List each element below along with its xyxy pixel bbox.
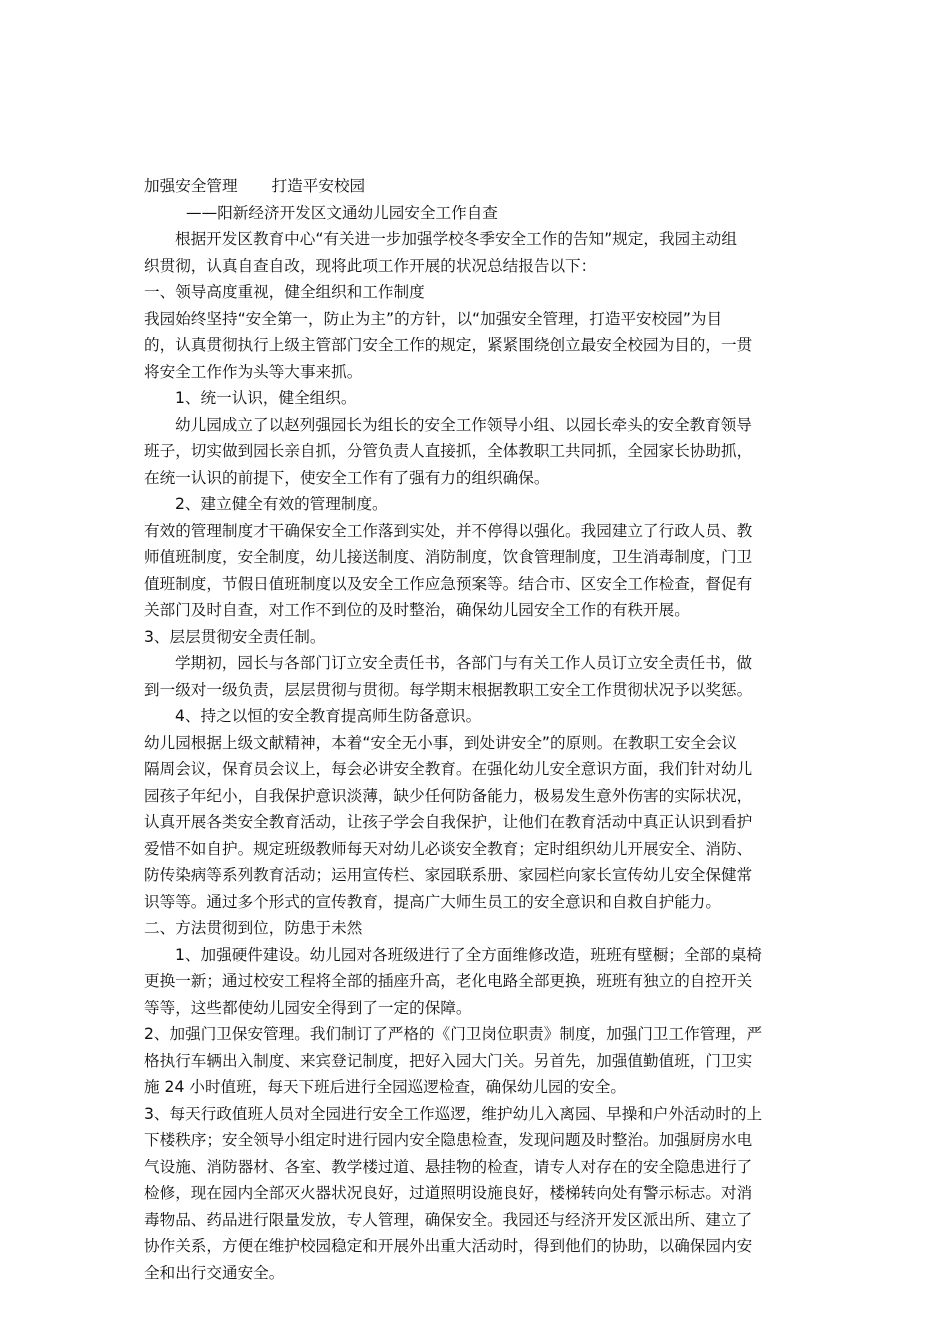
paragraph-line: 织贯彻，认真自查自改，现将此项工作开展的状况总结报告以下： (144, 256, 597, 275)
paragraph (144, 703, 808, 730)
paragraph-line: 班子，切实做到园长亲自抓，分管负责人直接抓，全体教职工共同抓，全园家长协助抓， (144, 442, 753, 460)
paragraph-line: 有效的管理制度才干确保安全工作落到实处，并不停得以强化。我园建立了行政人员、教 (144, 521, 753, 540)
paragraph-line: 1、加强硬件建设。幼儿园对各班级进行了全方面维修改造，班班有壁橱；全部的桌椅 (175, 945, 762, 964)
paragraph-line: 幼儿园根据上级文献精神，本着“安全无小事，到处讲安全”的原则。在教职工安全会议 (144, 733, 738, 752)
paragraph-line: 检修，现在园内全部灭火器状况良好，过道照明设施良好，楼梯转向处有警示标志。对消 (144, 1184, 753, 1202)
paragraph (144, 1021, 808, 1101)
paragraph-line: 园孩子年纪小，自我保护意识淡薄，缺少任何防备能力，极易发生意外伤害的实际状况， (144, 786, 753, 805)
paragraph-line: 到一级对一级负责，层层贯彻与贯彻。每学期末根据教职工安全工作贯彻状况予以奖惩。 (144, 680, 753, 699)
document-title (144, 173, 808, 200)
paragraph-line: 值班制度，节假日值班制度以及安全工作应急预案等。结合市、区安全工作检查，督促有 (144, 574, 753, 593)
paragraph-line: 2、加强门卫保安管理。我们制订了严格的《门卫岗位职责》制度，加强门卫工作管理，严 (144, 1025, 763, 1043)
title-right: 打造平安校园 (271, 177, 366, 195)
paragraph-line: 协作关系，方便在维护校园稳定和开展外出重大活动时，得到他们的协助，以确保园内安 (144, 1237, 753, 1255)
paragraph (144, 279, 808, 306)
paragraph (144, 915, 808, 942)
paragraph-line: 识等等。通过多个形式的宣传教育，提高广大师生员工的安全意识和自救自护能力。 (144, 892, 721, 911)
paragraph-line: 师值班制度，安全制度，幼儿接送制度、消防制度，饮食管理制度，卫生消毒制度，门卫 (144, 548, 753, 566)
paragraph-line: 关部门及时自查，对工作不到位的及时整治，确保幼儿园安全工作的有秩开展。 (144, 601, 690, 619)
paragraph-line: 3、每天行政值班人员对全园进行安全工作巡逻，维护幼儿入离园、早操和户外活动时的上 (144, 1104, 763, 1123)
paragraph-line: 防传染病等系列教育活动；运用宣传栏、家园联系册、家园栏向家长宣传幼儿安全保健常 (144, 866, 753, 884)
paragraph-line: 格执行车辆出入制度、来宾登记制度，把好入园大门关。另首先，加强值勤值班，门卫实 (144, 1051, 753, 1070)
paragraph (144, 1101, 808, 1287)
paragraph-line: 一、领导高度重视，健全组织和工作制度 (144, 283, 425, 301)
paragraph-line: 全和出行交通安全。 (144, 1263, 285, 1282)
paragraph-line: 根据开发区教育中心“有关进一步加强学校冬季安全工作的告知”规定，我园主动组 (175, 230, 737, 248)
paragraph-line: 的，认真贯彻执行上级主管部门安全工作的规定，紧紧围绕创立最安全校园为目的，一贯 (144, 336, 753, 354)
paragraph-line: 1、统一认识，健全组织。 (175, 389, 357, 407)
paragraph (144, 518, 808, 624)
paragraph-line: 等等，这些都使幼儿园安全得到了一定的保障。 (144, 998, 472, 1017)
document-page (144, 173, 808, 1286)
paragraph-line: 学期初，园长与各部门订立安全责任书，各部门与有关工作人员订立安全责任书，做 (175, 654, 752, 672)
document-subtitle: ——阳新经济开发区文通幼儿园安全工作自查 (186, 203, 498, 222)
paragraph-line: 隔周会议，保育员会议上，每会必讲安全教育。在强化幼儿安全意识方面，我们针对幼儿 (144, 760, 753, 778)
title-left: 加强安全管理 (144, 177, 238, 195)
paragraph-line: 在统一认识的前提下，使安全工作有了强有力的组织确保。 (144, 468, 550, 487)
paragraph (144, 306, 808, 386)
paragraph (144, 226, 808, 279)
paragraph-line: 下楼秩序；安全领导小组定时进行园内安全隐患检查，发现问题及时整治。加强厨房水电 (144, 1131, 753, 1149)
paragraph-line: 毒物品、药品进行限量发放，专人管理，确保安全。我园还与经济开发区派出所、建立了 (144, 1210, 753, 1229)
paragraph-line: 2、建立健全有效的管理制度。 (175, 495, 388, 513)
paragraph (144, 624, 808, 651)
paragraph (144, 730, 808, 916)
paragraph-line: 气设施、消防器材、各室、教学楼过道、悬挂物的检查，请专人对存在的安全隐患进行了 (144, 1157, 753, 1176)
paragraph-line: 认真开展各类安全教育活动，让孩子学会自我保护，让他们在教育活动中真正认识到看护 (144, 813, 753, 831)
paragraph-line: 幼儿园成立了以赵列强园长为组长的安全工作领导小组、以园长牵头的安全教育领导 (175, 415, 752, 434)
paragraph-line: 将安全工作作为头等大事来抓。 (144, 362, 363, 381)
paragraph (144, 412, 808, 492)
paragraph-line: 施 24 小时值班，每天下班后进行全园巡逻检查，确保幼儿园的安全。 (144, 1078, 626, 1096)
paragraph-line: 更换一新；通过校安工程将全部的插座升高，老化电路全部更换，班班有独立的自控开关 (144, 972, 753, 990)
document-body (144, 226, 808, 1286)
paragraph-line: 爱惜不如自护。规定班级教师每天对幼儿必谈安全教育；定时组织幼儿开展安全、消防、 (144, 839, 753, 858)
paragraph (144, 385, 808, 412)
paragraph-line: 我园始终坚持“安全第一，防止为主”的方针，以“加强安全管理，打造平安校园”为目 (144, 309, 723, 328)
paragraph (144, 491, 808, 518)
paragraph (144, 650, 808, 703)
paragraph-line: 二、方法贯彻到位，防患于未然 (144, 919, 363, 937)
paragraph (144, 942, 808, 1022)
paragraph-line: 3、层层贯彻安全责任制。 (144, 627, 326, 646)
paragraph-line: 4、持之以恒的安全教育提高师生防备意识。 (175, 707, 482, 725)
